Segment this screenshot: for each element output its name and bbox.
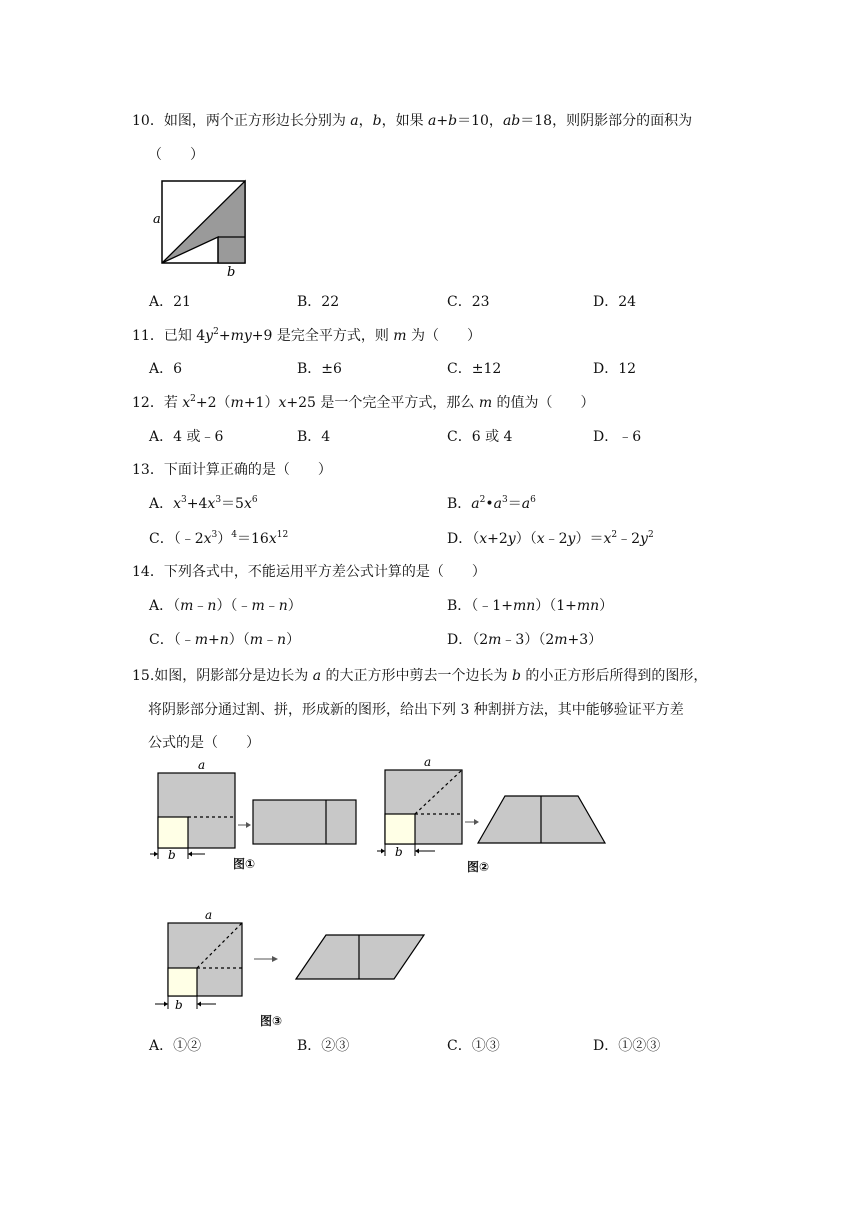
q15-option-a: A．①② [149,1038,202,1054]
arrow-icon [474,819,479,825]
q12-option-c: C．6 或 4 [447,429,513,445]
label-a: a [205,908,213,922]
q15-option-d: D．①②③ [593,1038,661,1054]
q10-label-a: a [153,212,161,227]
q13-option-c: C．$(﹣2x^3)^4=16x^{12}$ [149,530,289,547]
q15-caption-1: 图① [233,857,256,871]
q15-figure-3 [150,905,430,1015]
label-a: a [424,755,432,769]
q15-stem-line1: 15.如图，阴影部分是边长为 a 的大正方形中剪去一个边长为 b 的小正方形后所得到的图形， [132,668,708,684]
q13-option-b: B．$a^2•a^3=a^6$ [447,495,536,512]
small-square [168,968,197,996]
q10-option-c: C．23 [447,294,490,310]
q14-option-a: A．（m﹣n）（﹣m﹣n） [149,598,302,614]
q15-stem-line3: 公式的是（ ） [148,735,260,751]
q10-option-b: B．22 [297,294,340,310]
q10-figure [150,175,255,280]
q11-option-b: B．±6 [297,361,342,377]
q10-option-a: A．21 [149,294,191,310]
q14-option-b: B．（﹣1+mn）（1+mn） [447,598,614,614]
arrow-icon [246,822,251,828]
q10-option-d: D．24 [593,294,637,310]
result-rectangle [253,800,356,844]
q10-stem-line1: 10．如图，两个正方形边长分别为 a，b，如果 a+b＝10，ab＝18，则阴影部分的面积为 [132,113,693,129]
q10-label-b: b [227,265,236,280]
q12-option-d: D．﹣6 [593,429,642,445]
q13-option-a: A．$x^3+4x^3=5x^6$ [149,495,258,512]
small-square [158,817,188,848]
q15-option-b: B．②③ [297,1038,350,1054]
arrow-icon [272,956,278,962]
result-parallelogram [296,935,424,979]
label-b: b [395,845,403,859]
q12-stem: 12．若 $x^2+2(m+1)x+25$ 是一个完全平方式，那么 m 的值为（ ） [132,394,595,411]
q15-stem-line2: 将阴影部分通过割、拼，形成新的图形，给出下列 3 种割拼方法，其中能够验证平方差 [148,702,684,718]
q11-option-a: A．6 [149,361,183,377]
q14-option-c: C．（﹣m+n）（m﹣n） [149,632,301,648]
label-b: b [168,848,176,862]
label-b: b [175,998,183,1012]
q15-figure-1 [145,755,365,865]
q15-caption-2: 图② [467,860,490,874]
q13-stem: 13．下面计算正确的是（ ） [132,462,332,478]
q11-option-c: C．±12 [447,361,502,377]
q12-option-b: B．4 [297,429,331,445]
q10-stem-line2: （ ） [148,147,204,163]
label-a: a [198,758,206,772]
small-square [385,814,415,844]
q11-stem: 11．已知 $4y^2+my+9$ 是完全平方式，则 m 为（ ） [132,327,482,344]
q15-figure-2 [372,752,612,864]
q11-option-d: D．12 [593,361,637,377]
q14-stem: 14．下列各式中，不能运用平方差公式计算的是（ ） [132,564,486,580]
q15-option-c: C．①③ [447,1038,500,1054]
q12-option-a: A．4 或﹣6 [149,429,224,445]
q15-caption-3: 图③ [260,1014,283,1028]
q13-option-d: D．$(x+2y)(x﹣2y)=x^2﹣2y^2$ [447,530,654,547]
q14-option-d: D．（2m﹣3）（2m+3） [447,632,603,648]
